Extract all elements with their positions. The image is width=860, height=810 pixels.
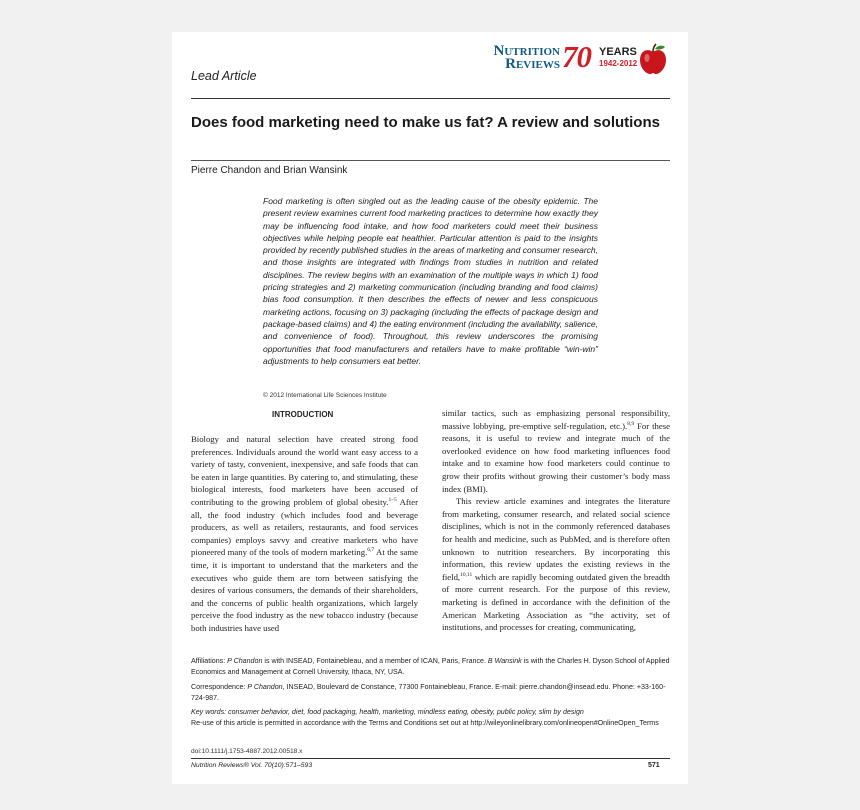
intro-p1-cont-text-b: For these reasons, it is useful to review and integrate much of the overlooked evidence on how food marketing influences food intake and to examine how food marketers could continue to grow their profits without growing their customer’s body mass index (BMI).: [442, 420, 670, 494]
footer-rule: [191, 758, 670, 759]
intro-p1-text-c: At the same time, it is important to understand that the marketers and the executives who guide them are torn between satisfying the desires of various consumers, the demands of their shareholders, and the concerns of public health organizations, which largely perceive the food industry as the new tobacco industry (because both industries have used: [191, 547, 418, 633]
journal-name: [478, 45, 560, 71]
intro-paragraph-1: [191, 433, 418, 635]
reuse-footnote: Re-use of this article is permitted in accordance with the Terms and Conditions set out at http://wileyonlinelibrary.com/onlineopen#OnlineOpen_Terms: [191, 719, 659, 727]
title-rule: [191, 160, 670, 161]
affiliations-label: Affiliations:: [191, 657, 228, 665]
keywords-footnote: Key words: consumer behavior, diet, food packaging, health, marketing, mindless eating, obesity, public policy, slim by design: [191, 708, 584, 716]
correspondence-text: , INSEAD, Boulevard de Constance, 77300 Fontainebleau, France. E-mail: pierre.chandon@insead.edu. Phone: +33-160-724-987.: [191, 683, 666, 702]
abstract: Food marketing is often singled out as the leading cause of the obesity epidemic. The present review examines current food marketing practices to determine how exactly they may be influencing food intake, and how food marketers could meet their business objectives while helping people eat healthier. Particular attention is paid to the insights provided by recently published studies in the areas of marketing and consumer research, and those insights are integrated with findings from studies in nutrition and related disciplines. The review begins with an examination of the multiple ways in which 1) food pricing strategies and 2) marketing communication (including branding and food claims) bias food consumption. It then describes the effects of newer and less conspicuous marketing actions, focusing on 3) packaging (including the effects of package design and package-based claims) and 4) the eating environment (including the availability, salience, and convenience of food). Throughout, this review underscores the promising opportunities that food manufacturers and retailers have to make profitable “win-win” adjustments to help consumers eat better.: [263, 196, 598, 366]
running-footer: Nutrition Reviews® Vol. 70(10):571–593: [191, 762, 313, 769]
article-authors: Pierre Chandon and Brian Wansink: [191, 165, 348, 176]
body-column-right: [442, 407, 670, 645]
author-name: P Chandon: [227, 657, 263, 665]
anniversary-word: YEARS: [599, 46, 637, 58]
citation-ref: 1–5: [388, 497, 397, 504]
journal-logo: [478, 39, 670, 75]
journal-name-line2: Reviews: [505, 56, 560, 72]
intro-p2-text-a: This review article examines and integrates the literature from marketing, consumer research, and related social science disciplines, which is not in the commonly referenced databases for health and medicine, such as PubMed, and is therefore often unknown to nutrition researchers. By incorporating this information, this review updates the existing reviews in the field,: [442, 496, 670, 582]
correspondence-label: Correspondence:: [191, 683, 248, 691]
intro-paragraph-1-cont: [442, 407, 670, 495]
page-number: 571: [648, 762, 660, 769]
affiliations-footnote: [191, 656, 670, 677]
article-title: Does food marketing need to make us fat? A review and solutions: [191, 114, 660, 131]
citation-ref: 10,11: [460, 571, 473, 578]
doi: doi:10.1111/j.1753-4887.2012.00518.x: [191, 748, 303, 755]
intro-p1-text-b: After all, the food industry (which includes food and beverage producers, as well as retailers, restaurants, and food services companies) employs savvy and creative marketers who have pioneered many of the tools of modern marketing.: [191, 496, 418, 558]
copyright-notice: © 2012 International Life Sciences Institute: [263, 392, 387, 399]
intro-p1-cont-text-a: similar tactics, such as emphasizing personal responsibility, massive lobbying, pre-emptive self-regulation, etc.).: [442, 408, 670, 431]
header-rule: [191, 98, 670, 99]
apple-icon: [638, 43, 668, 75]
journal-name-line1: Nutrition: [493, 43, 560, 59]
intro-p1-text-a: Biology and natural selection have created strong food preferences. Individuals around the world want easy access to a variety of tasty, convenient, inexpensive, and safe foods that can be eaten in large quantities. By catering to, and stimulating, these biological interests, food marketers have been accused of contributing to the growing problem of global obesity.: [191, 434, 418, 507]
intro-paragraph-2: [442, 495, 670, 634]
lead-article-label: Lead Article: [191, 69, 257, 83]
affiliation-text: is with the Charles H. Dyson School of Applied Economics and Management at Cornell University, Ithaca, NY, USA.: [191, 657, 670, 676]
anniversary-span: 1942-2012: [599, 59, 638, 68]
intro-p2-text-b: which are rapidly becoming outdated given the breadth of more current research. For the purpose of this review, marketing is defined in accordance with the definition of the American Marketing Association as “the activity, set of institutions, and processes for creating, communicating,: [442, 571, 670, 633]
author-name: B Wansink: [487, 657, 522, 665]
citation-ref: 6,7: [367, 547, 375, 554]
citation-ref: 8,9: [627, 420, 635, 427]
correspondence-footnote: [191, 682, 670, 703]
author-name: P Chandon: [247, 683, 283, 691]
anniversary-number: 70: [562, 39, 591, 74]
affiliation-text: is with INSEAD, Fontainebleau, and a member of ICAN, Paris, France.: [262, 657, 488, 665]
body-column-left: [191, 433, 418, 645]
section-heading: INTRODUCTION: [272, 410, 334, 419]
